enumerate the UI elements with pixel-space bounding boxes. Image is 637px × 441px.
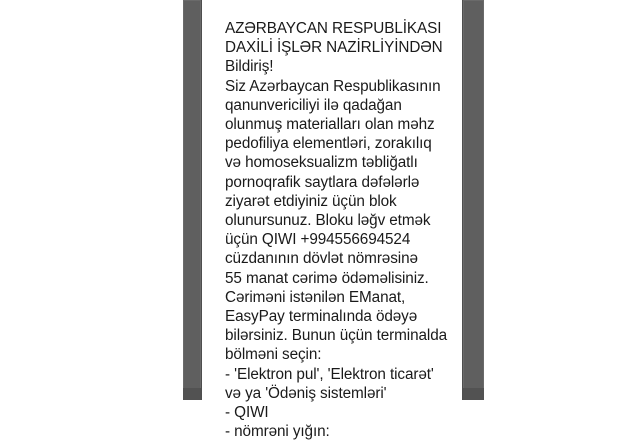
header-line-2: DAXİLİ İŞLƏR NAZİRLİYİNDƏN xyxy=(225,39,443,57)
instruction-step: - 'Elektron pul', 'Elektron ticarət' xyxy=(225,365,434,383)
instruction-step: - QIWI xyxy=(225,404,269,422)
right-frame-shade xyxy=(463,388,484,400)
body-line: pedofiliya elementləri, zorakılıq xyxy=(225,135,432,153)
body-line-fine-amount: 55 manat cərimə ödəməlisiniz. xyxy=(225,269,429,287)
body-line: EasyPay terminalında ödəyə xyxy=(225,308,418,326)
left-dark-frame xyxy=(183,0,202,400)
body-line: bilərsiniz. Bunun üçün terminalda xyxy=(225,327,448,345)
body-line: Siz Azərbaycan Respublikasının xyxy=(225,77,441,95)
body-line: pornoqrafik saytlara dəfələrlə xyxy=(225,173,420,191)
body-line: cüzdanının dövlət nömrəsinə xyxy=(225,250,418,268)
body-line: bölməni seçin: xyxy=(225,346,322,364)
left-frame-shade xyxy=(183,388,201,400)
ransom-message-panel xyxy=(202,0,462,441)
body-line: olunmuş materialları olan məhz xyxy=(225,116,435,134)
header-line-3: Bildiriş! xyxy=(225,58,274,76)
message-text xyxy=(225,19,465,441)
body-line: ziyarət etdiyiniz üçün blok xyxy=(225,192,397,210)
body-line: olunursunuz. Bloku ləğv etmək xyxy=(225,212,431,230)
body-line-qiwi-number: üçün QIWI +994556694524 xyxy=(225,231,411,249)
body-line: qanunvericiliyi ilə qadağan xyxy=(225,96,402,114)
right-dark-frame xyxy=(462,0,484,400)
body-line: və homoseksualizm təbliğatlı xyxy=(225,154,418,172)
instruction-step: və ya 'Ödəniş sistemləri' xyxy=(225,384,387,402)
header-line-1: AZƏRBAYCAN RESPUBLİKASI xyxy=(225,20,442,37)
instruction-step: - nömrəni yığın: xyxy=(225,423,330,441)
body-line: Cəriməni istənilən EManat, xyxy=(225,288,406,306)
